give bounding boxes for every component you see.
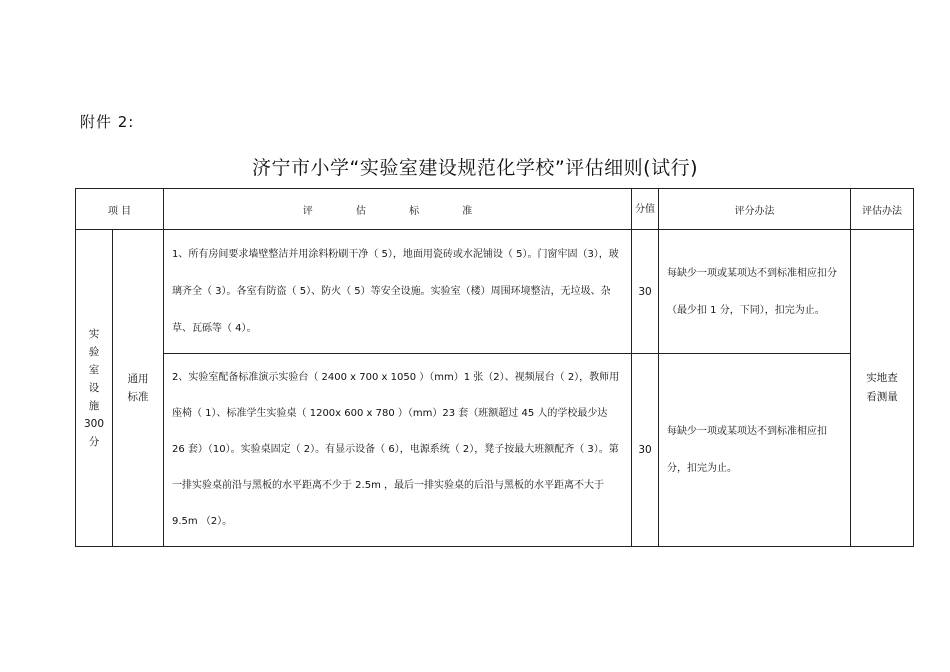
document-title: 济宁市小学“实验室建设规范化学校”评估细则(试行) xyxy=(251,157,698,179)
category-cell: 实 验 室 设 施 300 分 xyxy=(76,230,113,547)
attachment-label: 附件 2: xyxy=(80,113,135,131)
header-scoring: 评分办法 xyxy=(659,189,851,230)
scoring-cell-1: 每缺少一项或某项达不到标准相应扣分（最少扣 1 分，下同），扣完为止。 xyxy=(659,230,851,354)
header-method: 评估办法 xyxy=(851,189,914,230)
table-header-row xyxy=(76,189,914,230)
header-points: 分值 xyxy=(632,189,659,230)
method-cell: 实地查 看测量 xyxy=(851,230,914,547)
scoring-cell-2: 每缺少一项或某项达不到标准相应扣分，扣完为止。 xyxy=(659,354,851,547)
points-cell-2: 30 xyxy=(632,354,659,547)
criteria-cell-1: 1、所有房间要求墙壁整洁并用涂料粉刷干净（ 5），地面用瓷砖或水泥铺设（ 5）。门窗牢固（3），玻璃齐全（ 3）。各室有防盗（ 5）、防火（ 5）等安全设施。实验室（楼）周围环境整洁，无垃圾、杂草、瓦砾等（ 4）。 xyxy=(164,230,632,354)
header-item: 项 目 xyxy=(76,189,164,230)
evaluation-table xyxy=(75,188,914,547)
header-criteria: 评 估 标 准 xyxy=(164,189,632,230)
criteria-cell-2: 2、实验室配备标准演示实验台（ 2400 x 700 x 1050 ）（mm）1 张（2）、视频展台（ 2），教师用座椅（ 1）、标准学生实验桌（ 1200x 600 x 780 ）（mm）23 套（班额超过 45 人的学校最少达 26 套）（10）。实验桌固定（ 2）。有显示设备（ 6），电源系统（ 2），凳子按最大班额配齐（ 3）。第一排实验桌前沿与黑板的水平距离不少于 2.5m ，最后一排实验桌的后沿与黑板的水平距离不大于 9.5m （2）。 xyxy=(164,354,632,547)
subcategory-cell: 通用 标准 xyxy=(113,230,164,547)
table-row xyxy=(76,354,914,547)
table-row xyxy=(76,230,914,354)
points-cell-1: 30 xyxy=(632,230,659,354)
